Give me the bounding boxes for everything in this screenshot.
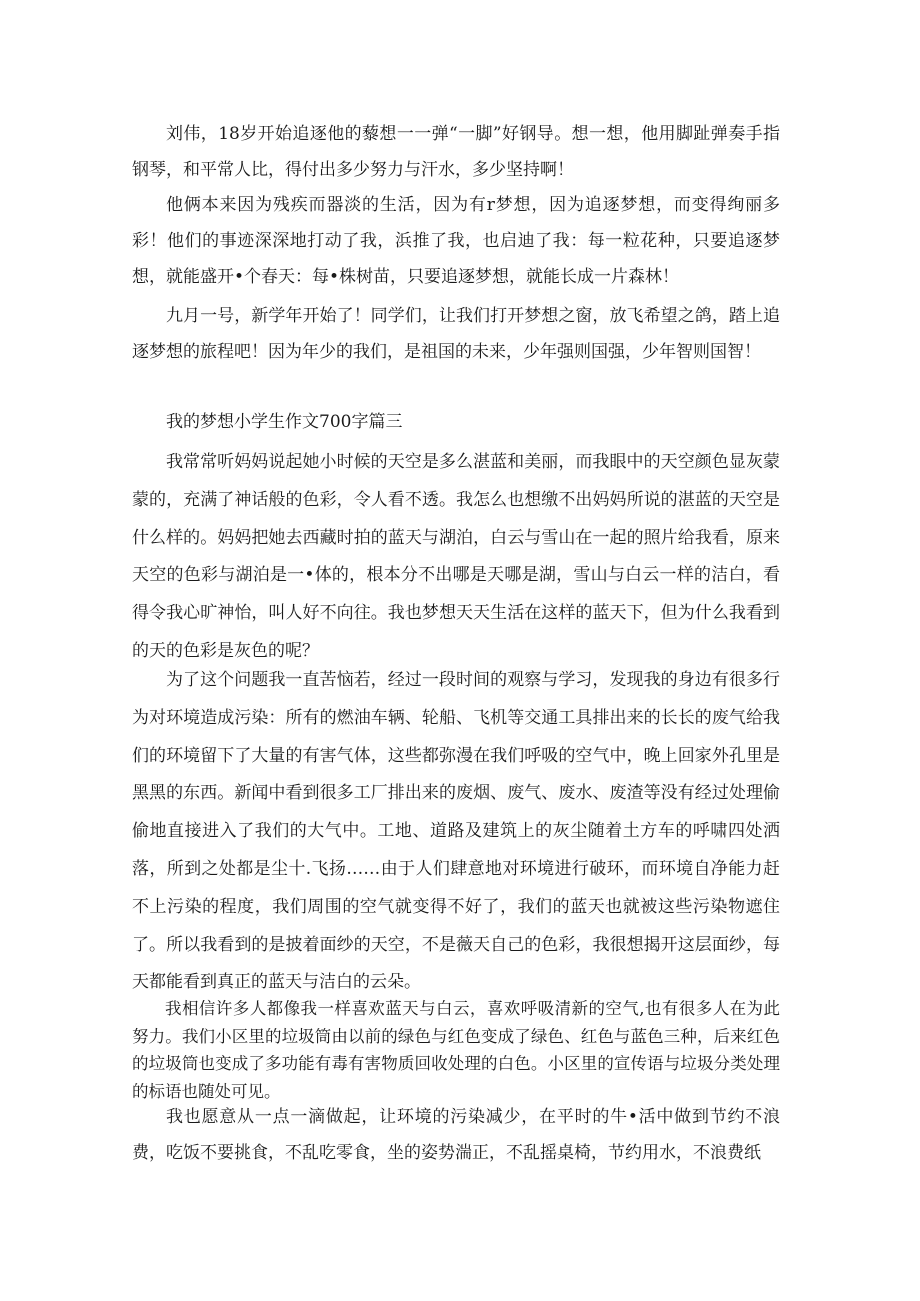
paragraph-pollution: 为了这个问题我一直苦恼若，经过一段时间的观察与学习，发现我的身边有很多行为对环境造成污染：所有的燃油车辆、轮船、飞机等交通工具排出来的长长的废气给我们的环境留下了大量的有害气体，这些都弥漫在我们呼吸的空气中，晚上回家外孔里是黑黑的东西。新闻中看到很多工厂排出来的废烟、废气、废水、废渣等没有经过处理偷偷地直接进入了我们的大气中。工地、道路及建筑上的灰尘随着土方车的呼啸四处洒落，所到之处都是尘十.飞扬……由于人们肆意地对环境进行破环，而环境自净能力赶不上污染的程度，我们周围的空气就变得不好了，我们的蓝天也就被这些污染物遮住了。所以我看到的是披着面纱的天空，不是薇天自己的色彩，我很想揭开这层面纱，每天都能看到真正的蓝天与洁白的云朵。 bbox=[132, 670, 780, 993]
paragraph-my-actions: 我也愿意从一点一滴做起，让环境的污染减少，在平时的牛•活中做到节约不浪费，吃饭不要挑食，不乱吃零食，坐的姿势湍正，不乱摇桌椅，节约用水，不浪费纸 bbox=[132, 1107, 780, 1163]
paragraph-liuwei: 刘伟，18岁开始追逐他的藜想一一弹“一脚”好钢导。想一想，他用脚趾弹奏手指钢琴，和平常人比，得付出多少努力与汗水，多少坚持啊！ bbox=[132, 124, 780, 180]
paragraph-efforts: 我相信许多人都像我一样喜欢蓝天与白云，喜欢呼吸清新的空气,也有很多人在为此努力。我们小区里的垃圾筒由以前的绿色与红色变成了绿色、红色与蓝色三种，后来红色的垃圾筒也变成了多功能有毒有害物质回收处理的白色。小区里的宣传语与垃圾分类处理的标语也随处可见。 bbox=[132, 999, 780, 1101]
section-heading: 我的梦想小学生作文700字篇三 bbox=[166, 412, 403, 432]
paragraph-inspiration: 他俩本来因为残疾而器淡的生活，因为有r梦想，因为追逐梦想，而变得绚丽多彩！他们的事迹深深地打动了我，浜推了我，也启迪了我：每一粒花种，只要追逐梦想，就能盛开•个春天：每•株树苗，只要追逐梦想，就能长成一片森林！ bbox=[132, 195, 780, 287]
paragraph-sky-color: 我常常听妈妈说起她小时候的天空是多么湛蓝和美丽，而我眼中的天空颜色显灰蒙蒙的，充满了神话般的色彩，令人看不透。我怎么也想缴不出妈妈所说的湛蓝的天空是什么样的。妈妈把她去西藏时拍的蓝天与湖泊，白云与雪山在一起的照片给我看，原来天空的色彩与湖泊是一•体的，根本分不出哪是天哪是湖，雪山与白云一样的洁白，看得令我心旷神怡，叫人好不向往。我也梦想天天生活在这样的蓝天下，但为什么我看到的天的色彩是灰色的呢？ bbox=[132, 452, 780, 661]
paragraph-new-semester: 九月一号，新学年开始了！同学们，让我们打开梦想之窗，放飞希望之鸽，踏上追逐梦想的旅程吧！因为年少的我们，是祖国的未来，少年强则国强，少年智则国智！ bbox=[132, 306, 780, 362]
